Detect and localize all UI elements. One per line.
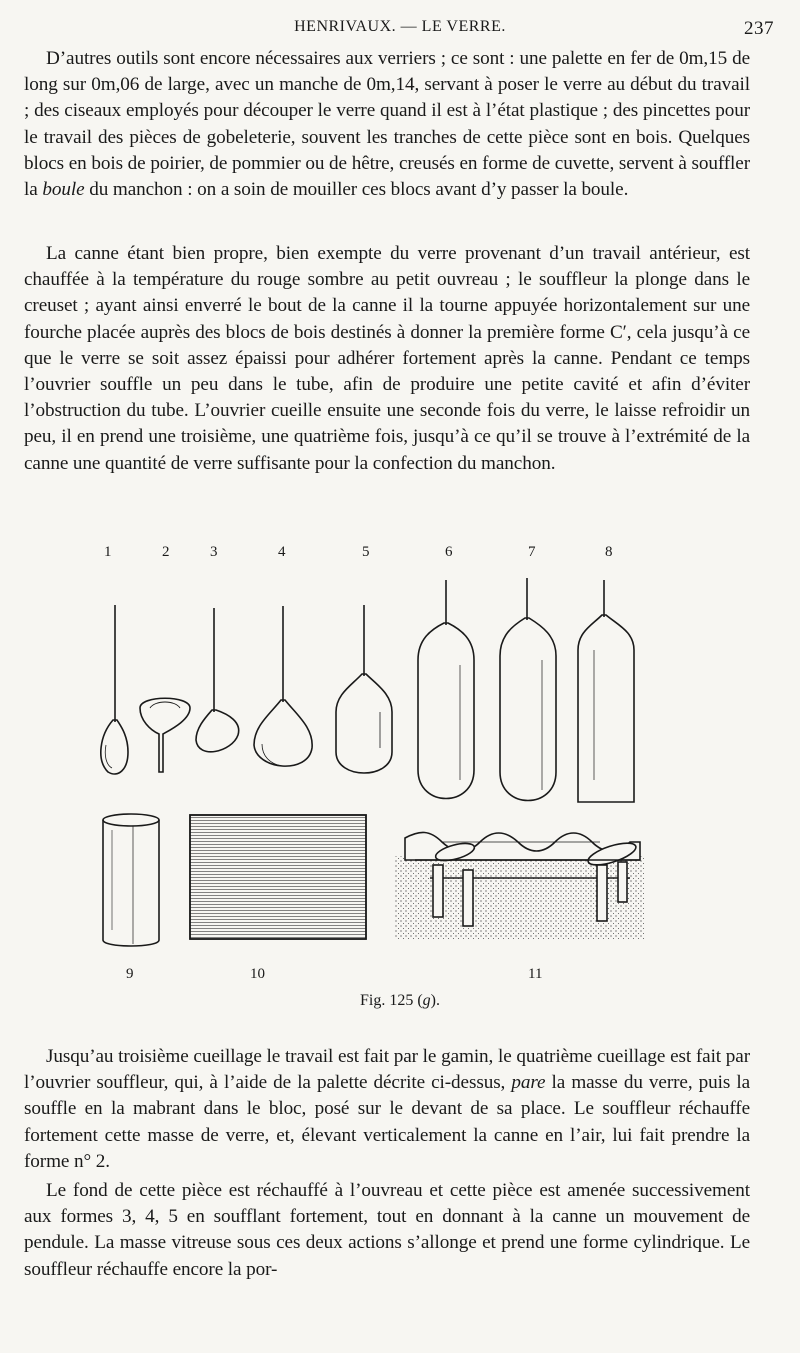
figure-number: 7 (528, 544, 536, 560)
form-5-drawing (336, 605, 392, 773)
form-11-drawing (395, 832, 645, 940)
figure-number: 9 (126, 966, 134, 982)
figure-number: 2 (162, 544, 170, 560)
running-header (24, 18, 776, 44)
form-1-drawing (101, 605, 128, 774)
italic-term: boule (42, 179, 85, 201)
form-2-drawing (140, 698, 190, 772)
figure-number: 8 (605, 544, 613, 560)
figure-number: 4 (278, 544, 286, 560)
glassblowing-figure (0, 540, 800, 970)
form-7-drawing (500, 578, 556, 801)
italic-term: pare (511, 1072, 546, 1094)
form-6-drawing (418, 580, 474, 799)
figure-number: 11 (528, 966, 543, 982)
form-10-drawing (190, 815, 366, 939)
paragraph-tools: D’autres outils sont encore nécessaires aux verriers ; ce sont : une palette en fer de 0m,15 de long sur 0m,06 de large, avec un manche de 0m,14, servant à poser le verre au début du travail ; des ciseaux employés pour découper le verre quand il est à l’état plastique ; des pincettes pour le travail des pièces de gobeleterie, souvent les tranches de cette pièce sont en bois. Quelques blocs en bois de poirier, de pommier ou de hêtre, creusés en forme de cuvette, servent à souffler la boule du manchon : on a soin de mouiller ces blocs avant d’y passer la boule. (24, 48, 750, 201)
paragraph-canne: La canne étant bien propre, bien exempte du verre provenant d’un travail antérieur, est chauffée à la température du rouge sombre au petit ouvreau ; le souffleur la plonge dans le creuset ; ayant ainsi enverré le bout de la canne il la tourne appuyée horizontalement sur une fourche placée auprès des blocs de bois destinés à donner la première forme C′, cela jusqu’à ce que le verre se soit assez épaissi pour adhérer fortement après la canne. Pendant ce temps l’ouvrier souffle un peu dans le tube, afin de produire une petite cavité et afin d’éviter l’obstruction du tube. L’ouvrier cueille ensuite une seconde fois du verre, le laisse refroidir un peu, il en prend une troisième, une quatrième fois, jusqu’à ce qu’il se trouve à l’extrémité de la canne une quantité de verre suffisante pour la confection du manchon. (24, 243, 750, 474)
running-title: HENRIVAUX. — LE VERRE. (294, 18, 506, 35)
form-9-drawing (103, 814, 159, 946)
paragraph-cueillage: Jusqu’au troisième cueillage le travail est fait par le gamin, le quatrième cueillage est fait par l’ouvrier souffleur, qui, à l’aide de la palette décrite ci-dessus, pare la masse du verre, puis la souffle en la mabrant dans le bloc, posé sur le devant de sa place. Le souffleur réchauffe fortement cette masse de verre, et, élevant verticalement la canne en l’air, lui fait prendre la forme n° 2. (24, 1046, 750, 1172)
figure-number: 10 (250, 966, 265, 982)
figure-number: 5 (362, 544, 370, 560)
figure-caption: Fig. 125 (g). (360, 992, 440, 1009)
figure-number: 3 (210, 544, 218, 560)
form-8-drawing (578, 580, 634, 802)
page-number: 237 (744, 18, 774, 39)
form-4-drawing (254, 606, 312, 766)
form-3-drawing (196, 608, 239, 752)
figure-number: 1 (104, 544, 112, 560)
figure-number: 6 (445, 544, 453, 560)
paragraph-fond: Le fond de cette pièce est réchauffé à l’ouvreau et cette pièce est amenée successivement aux formes 3, 4, 5 en soufflant fortement, tout en donnant à la canne un mouvement de pendule. La masse vitreuse sous ces deux actions s’allonge et prend une forme cylindrique. Le souffleur réchauffe encore la por- (24, 1180, 750, 1280)
